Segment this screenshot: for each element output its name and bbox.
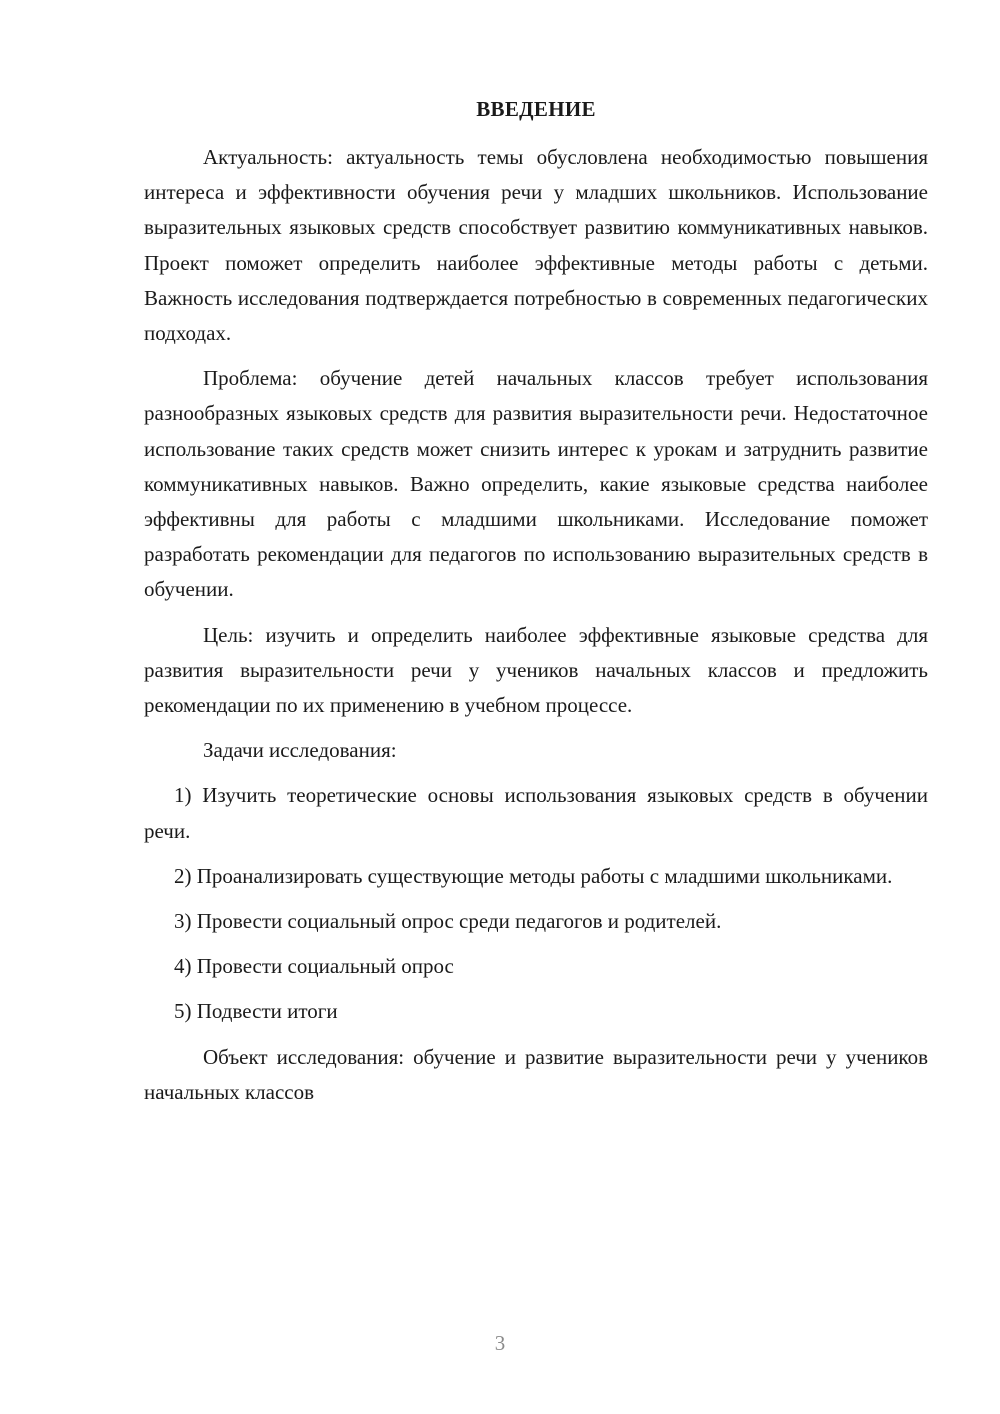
tasks-heading: Задачи исследования: (203, 738, 397, 763)
task-item-1: 1) Изучить теоретические основы использования языковых средств в обучении речи. (144, 783, 928, 843)
document-title: ВВЕДЕНИЕ (476, 97, 596, 121)
paragraph-problem: Проблема: обучение детей начальных классов требует использования разнообразных языковых средств для развития выразительности речи. Недостаточное использование таких средств может снизить интерес к урокам и затруднить развитие коммуникативных навыков. Важно определить, какие языковые средства наиболее эффективны для работы с младшими школьниками. Исследование поможет разработать рекомендации для педагогов по использованию выразительных средств в обучении. (144, 366, 928, 602)
task-item-4: 4) Провести социальный опрос (174, 954, 454, 979)
task-item-3: 3) Провести социальный опрос среди педагогов и родителей. (174, 909, 722, 934)
paragraph-object: Объект исследования: обучение и развитие выразительности речи у учеников начальных классов (144, 1044, 928, 1104)
task-item-2: 2) Проанализировать существующие методы работы с младшими школьниками. (174, 863, 893, 888)
paragraph-relevance: Актуальность: актуальность темы обусловлена необходимостью повышения интереса и эффективности обучения речи у младших школьников. Использование выразительных языковых средств способствует развитию коммуникативных навыков. Проект поможет определить наиболее эффективные методы работы с детьми. Важность исследования подтверждается потребностью в современных педагогических подходах. (144, 145, 928, 346)
task-item-5: 5) Подвести итоги (174, 999, 338, 1024)
page-number: 3 (494, 1331, 506, 1355)
paragraph-goal: Цель: изучить и определить наиболее эффективные языковые средства для развития выразительности речи у учеников начальных классов и предложить рекомендации по их применению в учебном процессе. (144, 622, 928, 718)
document-page (144, 92, 928, 1120)
